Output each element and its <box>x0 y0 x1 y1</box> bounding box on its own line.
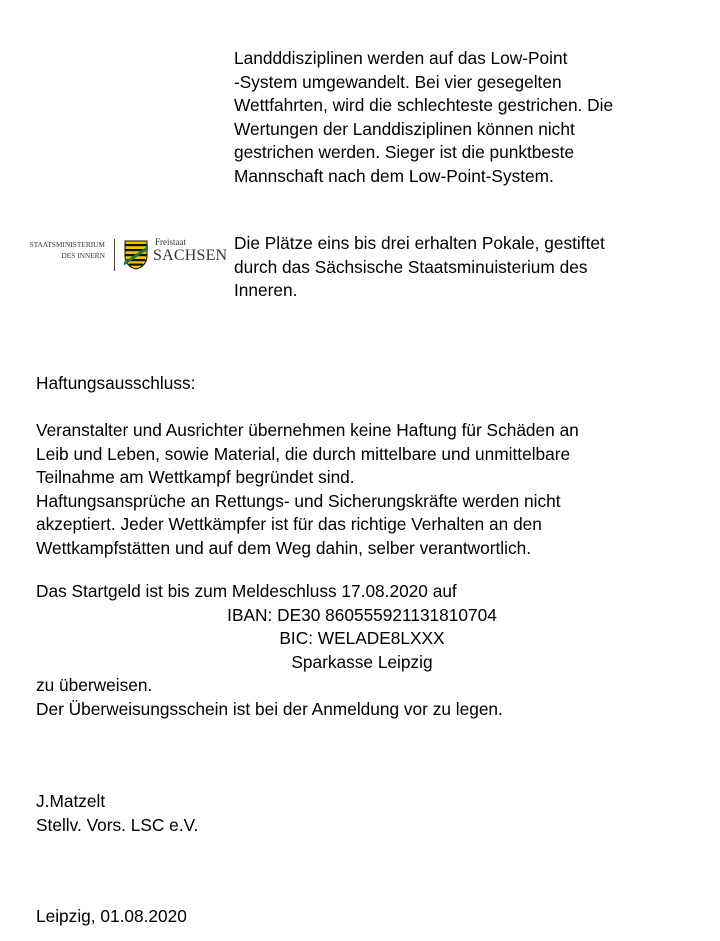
iban-line: IBAN: DE30 860555921131810704 <box>227 604 497 625</box>
ministry-logo <box>24 237 228 272</box>
paragraph-line: Wettkampfstätten und auf dem Weg dahin, selber verantwortlich. <box>36 537 532 558</box>
state-label-large: SACHSEN <box>153 247 228 264</box>
paragraph-line: Mannschaft nach dem Low-Point-System. <box>234 165 554 186</box>
paragraph-line: Inneren. <box>234 280 298 300</box>
place-and-date: Leipzig, 01.08.2020 <box>36 906 187 926</box>
paragraph-line: gestrichen werden. Sieger ist die punktbeste <box>234 142 575 162</box>
paragraph-line: Leib und Leben, sowie Material, die durch mittelbare und unmittelbare <box>36 443 571 464</box>
signer-name: J.Matzelt <box>36 791 106 811</box>
paragraph-line: -System umgewandelt. Bei vier gesegelten <box>234 71 562 92</box>
paragraph-line: Wertungen der Landdisziplinen können nicht <box>234 118 575 139</box>
payment-intro: Das Startgeld ist bis zum Meldeschluss 17.08.2020 auf <box>36 581 457 601</box>
liability-paragraph <box>36 419 579 560</box>
paragraph-line: akzeptiert. Jeder Wettkämpfer ist für das richtige Verhalten an den <box>36 514 542 534</box>
liability-heading: Haftungsausschluss: <box>36 373 196 393</box>
payment-note: Der Überweisungsschein ist bei der Anmeldung vor zu legen. <box>36 698 503 719</box>
signature-block <box>36 790 198 837</box>
payment-outro: zu überweisen. <box>36 675 153 695</box>
ministry-name-line: STAATSMINISTERIUM <box>29 241 105 249</box>
state-label-small: Freistaat <box>155 237 186 247</box>
signer-role: Stellv. Vors. LSC e.V. <box>36 814 199 835</box>
ministry-name <box>24 240 105 262</box>
logo-divider <box>114 239 115 271</box>
payment-block <box>36 580 686 721</box>
bic-line: BIC: WELADE8LXXX <box>279 628 445 648</box>
paragraph-line: Veranstalter und Ausrichter übernehmen keine Haftung für Schäden an <box>36 420 579 440</box>
ministry-name-line: DES INNERN <box>61 252 105 260</box>
paragraph-line: Haftungsansprüche an Rettungs- und Sicherungskräfte werden nicht <box>36 490 561 511</box>
paragraph-line: Die Plätze eins bis drei erhalten Pokale, gestiftet <box>234 233 605 253</box>
saxony-coat-of-arms-icon <box>124 240 148 270</box>
paragraph-line: durch das Sächsische Staatsminuisterium des <box>234 256 588 277</box>
paragraph-line: Teilnahme am Wettkampf begründet sind. <box>36 467 355 487</box>
low-point-paragraph <box>234 47 613 188</box>
bank-name: Sparkasse Leipzig <box>291 651 433 672</box>
paragraph-line: Wettfahrten, wird die schlechteste gestrichen. Die <box>234 95 614 115</box>
paragraph-line: Landddisziplinen werden auf das Low-Point <box>234 48 568 68</box>
pokale-paragraph <box>234 232 605 303</box>
